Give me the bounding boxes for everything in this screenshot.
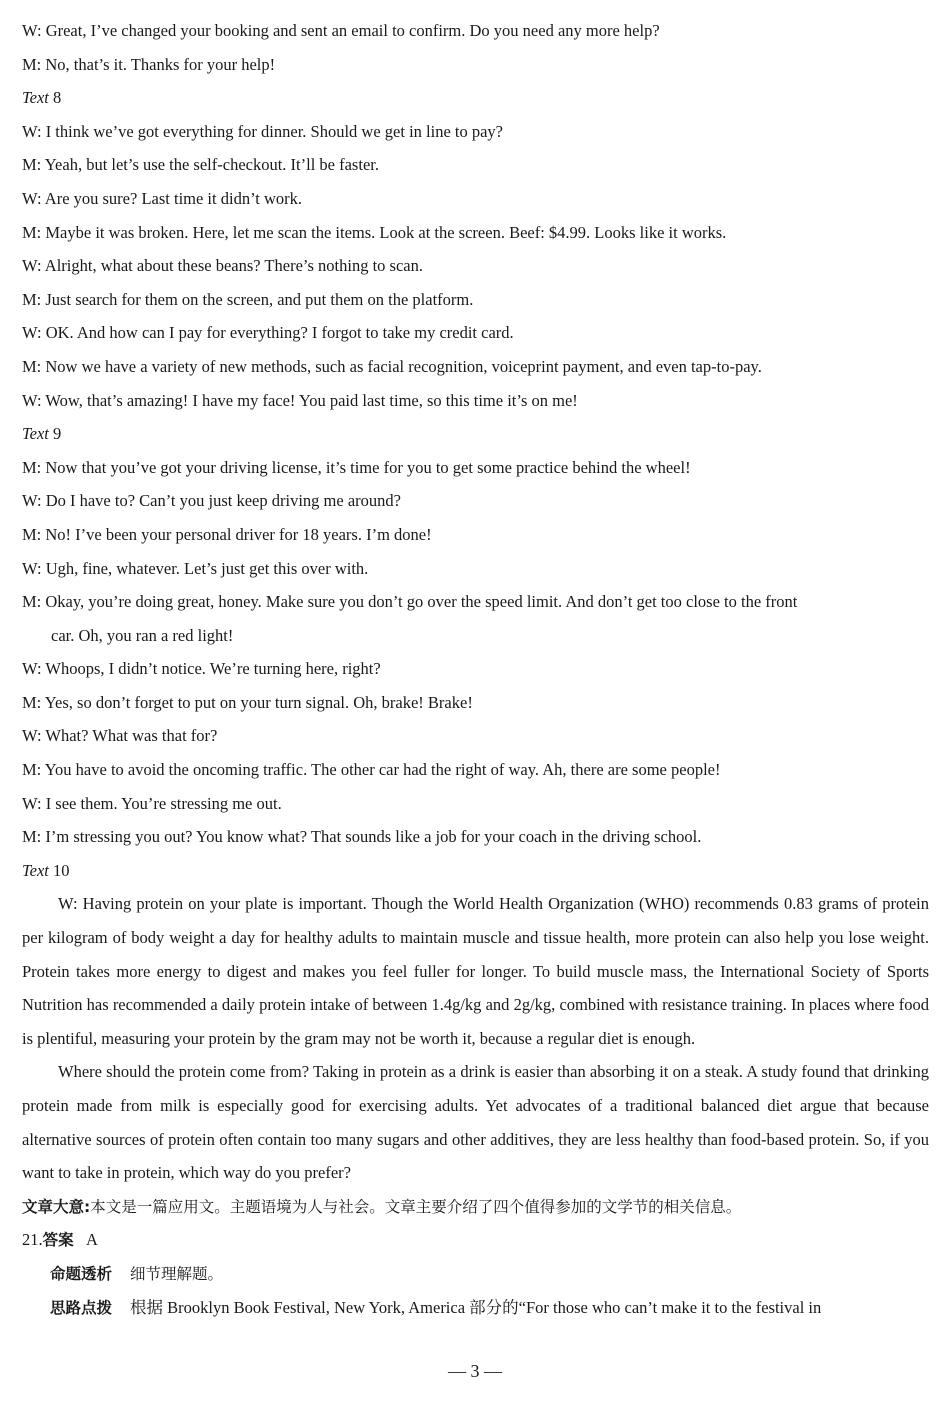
dialogue-line: M: You have to avoid the oncoming traffic. The other car had the right of way. Ah, there are some people! bbox=[22, 760, 721, 780]
utterance: No, that’s it. Thanks for your help! bbox=[45, 54, 276, 74]
utterance: I’m stressing you out? You know what? That sounds like a job for your coach in the driving school. bbox=[45, 827, 702, 847]
speaker: M bbox=[22, 592, 37, 612]
dialogue-line: W: Ugh, fine, whatever. Let’s just get this over with. bbox=[22, 558, 369, 578]
text9-heading: Text 9 bbox=[22, 424, 62, 444]
speaker: W bbox=[22, 491, 37, 511]
speaker: W bbox=[22, 323, 37, 343]
utterance: Now that you’ve got your driving license, it’s time for you to get some practice behind the wheel! bbox=[45, 457, 691, 477]
dialogue-line: W: OK. And how can I pay for everything? I forgot to take my credit card. bbox=[22, 323, 514, 343]
document-page bbox=[0, 14, 950, 1324]
text8-heading: Text 8 bbox=[22, 88, 62, 108]
speaker: W bbox=[22, 793, 37, 813]
dialogue-line: W: What? What was that for? bbox=[22, 726, 218, 746]
page-number: — 3 — bbox=[448, 1361, 502, 1381]
speaker: W bbox=[22, 726, 37, 746]
question-21-answer bbox=[0, 1223, 950, 1257]
utterance: OK. And how can I pay for everything? I forgot to take my credit card. bbox=[45, 323, 514, 343]
dialogue-line-continuation bbox=[0, 619, 950, 653]
dialogue-line: W: Wow, that’s amazing! I have my face! You paid last time, so this time it’s on me! bbox=[22, 390, 578, 410]
dialogue-line: M: Okay, you’re doing great, honey. Make sure you don’t go over the speed limit. And don’t get too close to the front bbox=[22, 592, 798, 612]
speaker: W bbox=[22, 659, 37, 679]
speaker: W bbox=[22, 21, 37, 40]
analysis-text: 细节理解题。 bbox=[130, 1264, 224, 1283]
utterance: Now we have a variety of new methods, such as facial recognition, voiceprint payment, and even tap-to-pay. bbox=[45, 356, 762, 376]
utterance: You have to avoid the oncoming traffic. The other car had the right of way. Ah, there are some people! bbox=[44, 760, 721, 780]
dialogue-line: M: Now we have a variety of new methods, such as facial recognition, voiceprint payment, and even tap-to-pay. bbox=[22, 356, 762, 376]
dialogue-line: M: Yeah, but let’s use the self-checkout. It’ll be faster. bbox=[22, 155, 379, 175]
speaker: M bbox=[22, 289, 37, 309]
text10-heading: Text 10 bbox=[22, 860, 70, 880]
answer-label: 答案 bbox=[42, 1231, 74, 1250]
summary-text: 本文是一篇应用文。主题语境为人与社会。文章主要介绍了四个值得参加的文学节的相关信息。 bbox=[90, 1197, 742, 1216]
utterance: I see them. You’re stressing me out. bbox=[45, 793, 282, 813]
dialogue-line: W: Are you sure? Last time it didn’t work. bbox=[22, 188, 303, 208]
utterance: No! I’ve been your personal driver for 18 years. I’m done! bbox=[45, 524, 432, 544]
question-21-analysis bbox=[0, 1257, 950, 1291]
speaker: M bbox=[22, 222, 37, 242]
utterance: Whoops, I didn’t notice. We’re turning here, right? bbox=[45, 659, 381, 679]
text10-paragraph-2: Where should the protein come from? Taking in protein as a drink is easier than absorbing it on a steak. A study found that drinking protein made from milk is especially good for exercising adults. Yet advocates of a traditional balanced diet argue that because alternative sources of protein often contain too many sugars and other additives, they are less healthy than food-based protein. So, if you want to take in protein, which way do you prefer? bbox=[22, 1062, 929, 1183]
utterance: Okay, you’re doing great, honey. Make sure you don’t go over the speed limit. And don’t get too close to the front bbox=[45, 592, 798, 612]
speaker: W bbox=[22, 121, 37, 141]
dialogue-line: M: I’m stressing you out? You know what? That sounds like a job for your coach in the driving school. bbox=[22, 827, 702, 847]
utterance: car. Oh, you ran a red light! bbox=[51, 625, 234, 645]
utterance: What? What was that for? bbox=[45, 726, 218, 746]
answer-value: A bbox=[86, 1230, 98, 1250]
utterance: Yes, so don’t forget to put on your turn signal. Oh, brake! Brake! bbox=[44, 692, 473, 712]
speaker: M bbox=[22, 524, 37, 544]
hint-text: 根据 Brooklyn Book Festival, New York, America 部分的“For those who can’t make it to the festival in bbox=[130, 1297, 822, 1317]
utterance: Just search for them on the screen, and put them on the platform. bbox=[45, 289, 474, 309]
utterance: Ugh, fine, whatever. Let’s just get this over with. bbox=[45, 558, 369, 578]
dialogue-line: M: Now that you’ve got your driving license, it’s time for you to get some practice behind the wheel! bbox=[22, 457, 691, 477]
text10-paragraph-1: W: Having protein on your plate is important. Though the World Health Organization (WHO) recommends 0.83 grams of protein per kilogram of body weight a day for healthy adults to maintain muscle and tissue health, more protein can also help you lose weight. Protein takes more energy to digest and makes you feel fuller for longer. To build muscle mass, the International Society of Sports Nutrition has recommended a daily protein intake of between 1.4g/kg and 2g/kg, combined with resistance training. In places where food is plentiful, measuring your protein by the gram may not be worth it, because a regular diet is enough. bbox=[22, 894, 929, 1048]
dialogue-line: W: I think we’ve got everything for dinner. Should we get in line to pay? bbox=[22, 121, 503, 141]
dialogue-line: M: Just search for them on the screen, and put them on the platform. bbox=[22, 289, 474, 309]
speaker: W bbox=[22, 188, 37, 208]
dialogue-line: W: Whoops, I didn’t notice. We’re turning here, right? bbox=[22, 659, 381, 679]
utterance: Do I have to? Can’t you just keep driving me around? bbox=[45, 491, 401, 511]
utterance: Yeah, but let’s use the self-checkout. It’ll be faster. bbox=[44, 155, 379, 175]
utterance: Maybe it was broken. Here, let me scan the items. Look at the screen. Beef: $4.99. Looks like it works. bbox=[45, 222, 727, 242]
speaker: M bbox=[22, 692, 37, 712]
dialogue-line: W: Do I have to? Can’t you just keep driving me around? bbox=[22, 491, 401, 511]
dialogue-line: W: I see them. You’re stressing me out. bbox=[22, 793, 282, 813]
dialogue-line: M: No, that’s it. Thanks for your help! bbox=[22, 54, 276, 74]
speaker: M bbox=[22, 54, 37, 74]
summary-label: 文章大意: bbox=[22, 1197, 91, 1216]
speaker: M bbox=[22, 155, 37, 175]
hint-label: 思路点拨 bbox=[50, 1298, 113, 1317]
utterance: Alright, what about these beans? There’s nothing to scan. bbox=[44, 256, 423, 276]
dialogue-line: W: Alright, what about these beans? There’s nothing to scan. bbox=[22, 256, 423, 276]
article-summary bbox=[0, 1190, 950, 1224]
utterance: Wow, that’s amazing! I have my face! You paid last time, so this time it’s on me! bbox=[45, 390, 578, 410]
question-21-hint bbox=[0, 1291, 950, 1325]
speaker: M bbox=[22, 760, 37, 780]
analysis-label: 命题透析 bbox=[50, 1264, 113, 1283]
utterance: Great, I’ve changed your booking and sent an email to confirm. Do you need any more help? bbox=[45, 21, 660, 40]
dialogue-line: M: No! I’ve been your personal driver for 18 years. I’m done! bbox=[22, 524, 432, 544]
question-number: 21. bbox=[22, 1230, 43, 1250]
speaker: M bbox=[22, 356, 37, 376]
speaker: W bbox=[22, 558, 37, 578]
speaker: W bbox=[22, 390, 37, 410]
dialogue-line: M: Yes, so don’t forget to put on your turn signal. Oh, brake! Brake! bbox=[22, 692, 473, 712]
speaker: W bbox=[22, 256, 37, 276]
utterance: I think we’ve got everything for dinner. Should we get in line to pay? bbox=[45, 121, 503, 141]
dialogue-line: M: Maybe it was broken. Here, let me scan the items. Look at the screen. Beef: $4.99. Looks like it works. bbox=[22, 222, 727, 242]
utterance: Are you sure? Last time it didn’t work. bbox=[44, 188, 303, 208]
dialogue-line: W: Great, I’ve changed your booking and sent an email to confirm. Do you need any more help? bbox=[22, 21, 660, 40]
speaker: M bbox=[22, 457, 37, 477]
speaker: M bbox=[22, 827, 37, 847]
